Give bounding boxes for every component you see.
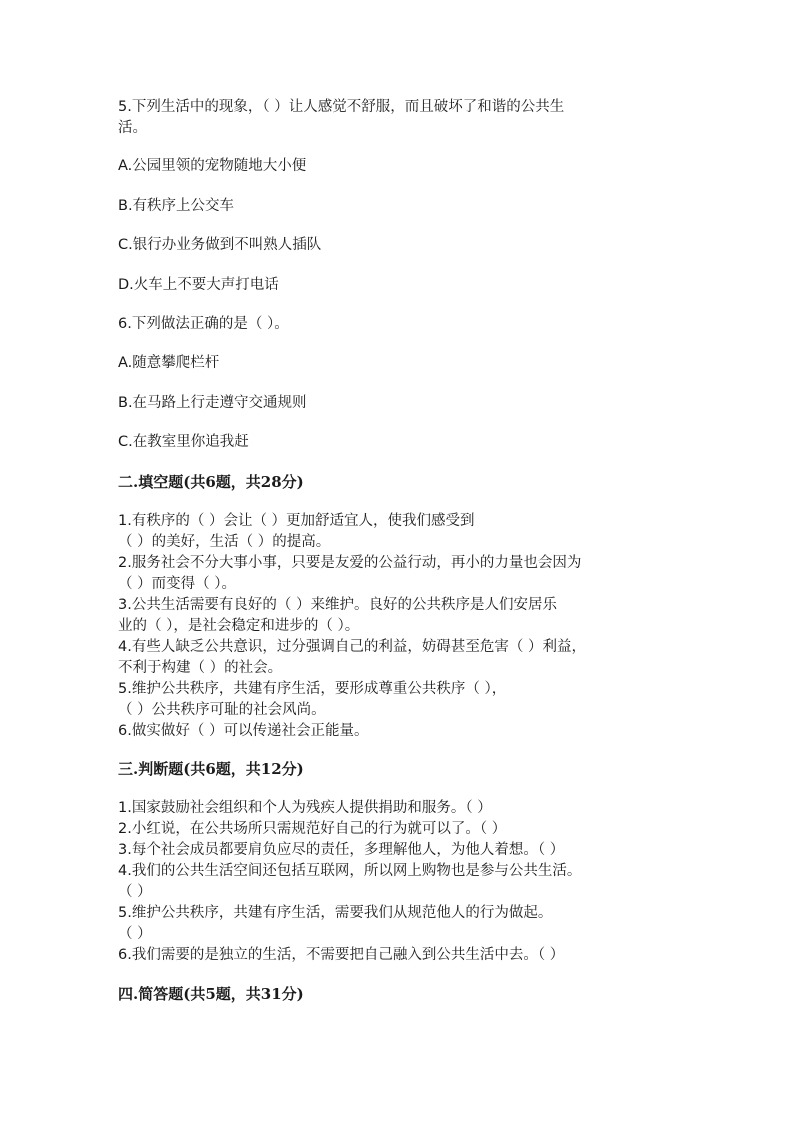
fill-line: 1.有秩序的（ ）会让（ ）更加舒适宜人，使我们感受到	[118, 513, 475, 529]
question-5-stem-line-1: 5.下列生活中的现象，（ ）让人感觉不舒服，而且破坏了和谐的公共生	[118, 99, 565, 115]
question-5-stem-line-2: 活。	[118, 120, 147, 136]
question-5-option-d: D.火车上不要大声打电话	[118, 277, 279, 293]
judge-line: 5.维护公共秩序，共建有序生活，需要我们从规范他人的行为做起。	[118, 905, 553, 921]
judge-line: 4.我们的公共生活空间还包括互联网，所以网上购物也是参与公共生活。	[118, 863, 582, 879]
question-6-stem: 6.下列做法正确的是（ ）。	[118, 316, 289, 332]
judge-line: （ ）	[118, 926, 152, 942]
question-6-option-c: C.在教室里你追我赶	[118, 434, 249, 450]
section-4-heading: 四.简答题(共5题，共31分)	[118, 985, 304, 1003]
question-5-option-a: A.公园里领的宠物随地大小便	[118, 158, 307, 174]
question-5-option-b: B.有秩序上公交车	[118, 198, 235, 214]
fill-line: 5.维护公共秩序，共建有序生活，要形成尊重公共秩序（ ），	[118, 681, 507, 697]
fill-line: 4.有些人缺乏公共意识，过分强调自己的利益，妨碍甚至危害（ ）利益，	[118, 639, 586, 655]
judge-line: 3.每个社会成员都要肩负应尽的责任，多理解他人，为他人着想。（ ）	[118, 842, 565, 858]
fill-line: （ ）公共秩序可耻的社会风尚。	[118, 702, 326, 718]
judge-line: （ ）	[118, 884, 152, 900]
fill-line: 3.公共生活需要有良好的（ ）来维护。良好的公共秩序是人们安居乐	[118, 597, 557, 613]
question-6-option-a: A.随意攀爬栏杆	[118, 355, 220, 371]
fill-line: （ ）而变得（ ）。	[118, 576, 236, 592]
judge-line: 2.小红说，在公共场所只需规范好自己的行为就可以了。（ ）	[118, 821, 507, 837]
fill-line: 不利于构建（ ）的社会。	[118, 660, 283, 676]
fill-line: 业的（ ），是社会稳定和进步的（ ）。	[118, 618, 360, 634]
judge-line: 1.国家鼓励社会组织和个人为残疾人提供捐助和服务。（ ）	[118, 800, 492, 816]
section-3-heading: 三.判断题(共6题，共12分)	[118, 760, 304, 778]
fill-line: 6.做实做好（ ）可以传递社会正能量。	[118, 723, 369, 739]
question-6-option-b: B.在马路上行走遵守交通规则	[118, 395, 307, 411]
fill-line: 2.服务社会不分大事小事，只要是友爱的公益行动，再小的力量也会因为	[118, 555, 582, 571]
fill-line: （ ）的美好，生活（ ）的提高。	[118, 534, 331, 550]
question-5-option-c: C.银行办业务做到不叫熟人插队	[118, 237, 322, 253]
section-2-heading: 二.填空题(共6题，共28分)	[118, 473, 304, 491]
judge-line: 6.我们需要的是独立的生活，不需要把自己融入到公共生活中去。（ ）	[118, 947, 565, 963]
